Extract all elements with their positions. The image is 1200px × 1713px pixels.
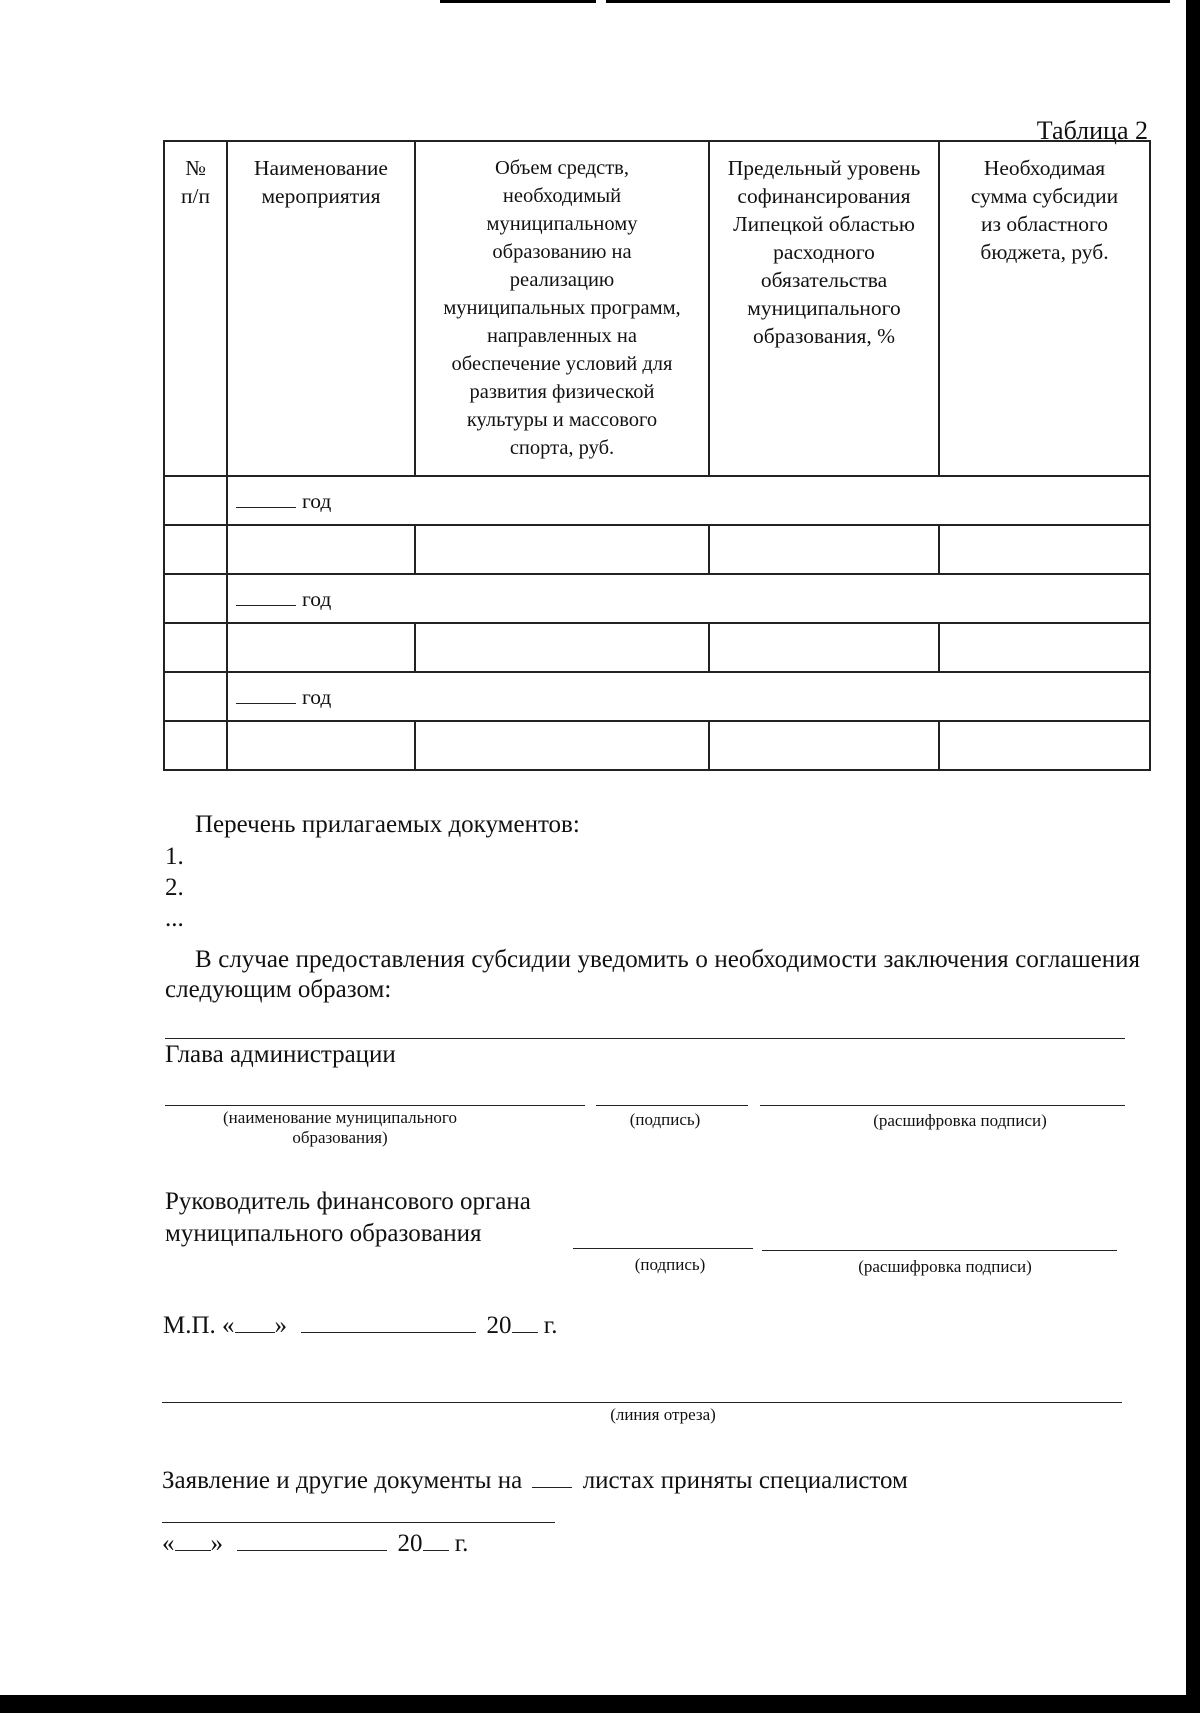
header-subsidy-amount: Необходимая сумма субсидии из областного бюджета, руб. [939, 141, 1150, 476]
docs-title: Перечень прилагаемых документов: [195, 811, 580, 838]
scan-right-edge [1186, 0, 1200, 1713]
cell[interactable] [164, 721, 227, 770]
cell[interactable] [939, 721, 1150, 770]
receipt-before: Заявление и другие документы на [162, 1467, 523, 1494]
fin-title-line1: Руководитель финансового органа [165, 1188, 531, 1215]
cell[interactable] [415, 721, 709, 770]
cut-line [162, 1402, 1122, 1403]
cell[interactable] [415, 525, 709, 574]
year-blank [236, 585, 296, 606]
docs-item-2: 2. [165, 874, 184, 901]
table-row-year-3 [164, 672, 1150, 721]
cell[interactable] [709, 623, 939, 672]
head-caption-decode: (расшифровка подписи) [873, 1111, 1047, 1130]
head-title: Глава администрации [165, 1041, 396, 1068]
cell[interactable] [227, 623, 415, 672]
head-caption-sign: (подпись) [629, 1110, 701, 1129]
receipt-after: листах приняты специалистом [582, 1467, 908, 1494]
receipt-day-blank[interactable] [175, 1526, 211, 1551]
receipt-date-prefix: « [162, 1530, 175, 1557]
receipt-row [162, 1463, 908, 1496]
notice-fill-line[interactable] [165, 1038, 1125, 1039]
mp-mid: » [274, 1312, 288, 1339]
header-funds-volume: Объем средств, необходимый муниципальному образованию на реализацию муниципальных программ, направленных на обеспечение условий для развития физической культуры и массового спорта, руб. [415, 141, 709, 476]
fin-decode-line[interactable] [762, 1250, 1117, 1251]
cell[interactable] [939, 525, 1150, 574]
year-blank [236, 683, 296, 704]
mp-prefix: М.П. « [163, 1312, 235, 1339]
table-row-year-1 [164, 476, 1150, 525]
receipt-date-row [162, 1526, 468, 1559]
cell-number[interactable] [164, 672, 227, 721]
docs-item-more: ... [165, 905, 184, 932]
fin-title-line2: муниципального образования [165, 1220, 482, 1247]
cell[interactable] [227, 525, 415, 574]
head-name-line[interactable] [165, 1105, 585, 1106]
table-row-data-1 [164, 525, 1150, 574]
cell-year[interactable] [227, 672, 1150, 721]
table-row-data-3 [164, 721, 1150, 770]
cell[interactable] [709, 525, 939, 574]
cell-year[interactable] [227, 574, 1150, 623]
year-label: год [302, 488, 332, 513]
mp-day-blank[interactable] [235, 1308, 275, 1333]
subsidy-table [163, 140, 1151, 771]
cell[interactable] [164, 623, 227, 672]
scan-top-border [440, 0, 1170, 3]
mp-year-blank[interactable] [512, 1308, 538, 1333]
year-blank [236, 487, 296, 508]
cell[interactable] [709, 721, 939, 770]
header-cofinancing-level: Предельный уровень софинансирования Липецкой областью расходного обязательства муниципального образования, % [709, 141, 939, 476]
receipt-year-blank[interactable] [423, 1526, 449, 1551]
receipt-year: 20 [397, 1530, 423, 1557]
receipt-sheets-blank[interactable] [532, 1463, 572, 1488]
head-decode-line[interactable] [760, 1105, 1125, 1106]
cell[interactable] [415, 623, 709, 672]
head-caption-name: (наименование муниципального образования) [223, 1108, 457, 1147]
receipt-suffix: г. [454, 1530, 469, 1557]
cell-year[interactable] [227, 476, 1150, 525]
notice-text: В случае предоставления субсидии уведомить о необходимости заключения соглашения следующим образом: [165, 946, 1140, 1003]
cell[interactable] [227, 721, 415, 770]
cell-number[interactable] [164, 476, 227, 525]
cut-caption: (линия отреза) [610, 1405, 716, 1424]
fin-caption-decode: (расшифровка подписи) [858, 1257, 1032, 1276]
head-sign-line[interactable] [596, 1105, 748, 1106]
table-row-data-2 [164, 623, 1150, 672]
receipt-month-blank[interactable] [237, 1526, 387, 1551]
mp-suffix: г. [543, 1312, 558, 1339]
year-label: год [302, 586, 332, 611]
table-row-year-2 [164, 574, 1150, 623]
fin-sign-line[interactable] [573, 1248, 753, 1249]
receipt-specialist-line[interactable] [162, 1522, 555, 1523]
cell-number[interactable] [164, 574, 227, 623]
fin-caption-sign: (подпись) [634, 1255, 706, 1274]
mp-month-blank[interactable] [301, 1308, 476, 1333]
mp-year: 20 [486, 1312, 512, 1339]
scan-bottom-edge [0, 1695, 1200, 1713]
year-label: год [302, 684, 332, 709]
scan-top-gap [596, 0, 606, 4]
table-header-row [164, 141, 1150, 476]
receipt-date-mid: » [210, 1530, 223, 1557]
header-number: № п/п [164, 141, 227, 476]
table-label: Таблица 2 [1036, 116, 1148, 145]
docs-item-1: 1. [165, 843, 184, 870]
header-event-name: Наименование мероприятия [227, 141, 415, 476]
cell[interactable] [939, 623, 1150, 672]
mp-date-row [163, 1308, 557, 1341]
cell[interactable] [164, 525, 227, 574]
